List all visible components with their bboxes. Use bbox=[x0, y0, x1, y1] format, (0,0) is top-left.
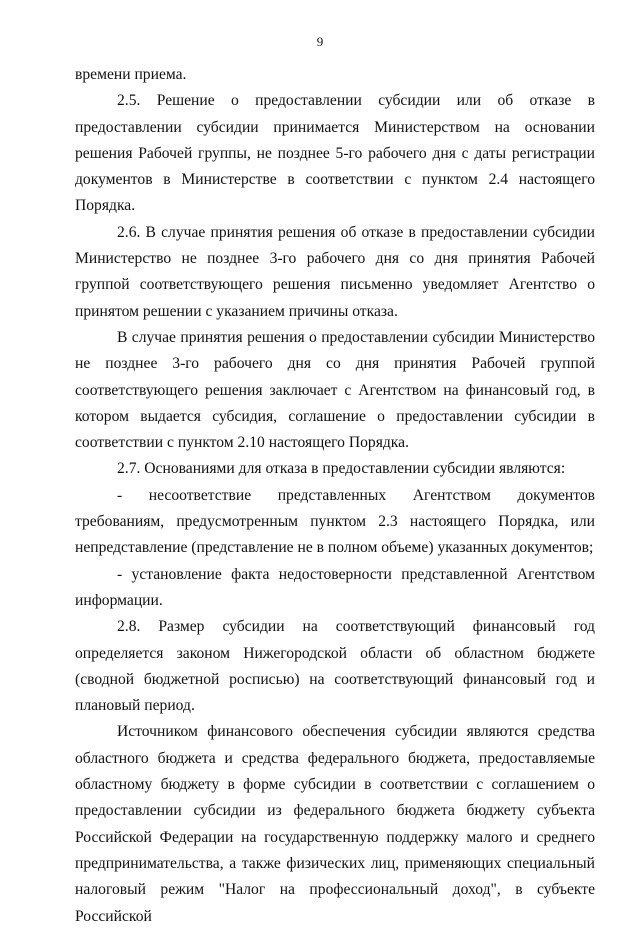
paragraph-2-6-decision: В случае принятия решения о предоставлении субсидии Министерство не позднее 3-го рабочего дня со дня принятия Рабочей группой соответствующего решения заключает с Агентством на финансовый год, в котором выдается субсидия, соглашение о предоставлении субсидии в соответствии с пунктом 2.10 настоящего Порядка. bbox=[75, 328, 595, 452]
paragraph-2-8: 2.8. Размер субсидии на соответствующий финансовый год определяется законом Нижегородской области об областном бюджете (сводной бюджетной росписью) на соответствующий финансовый год и плановый период. bbox=[75, 618, 595, 715]
paragraph-funding-source: Источником финансового обеспечения субсидии являются средства областного бюджета и средства федерального бюджета, предоставляемые областному бюджету в форме субсидии в соответствии с соглашением о предоставлении субсидии из федерального бюджета бюджету субъекта Российской Федерации на государственную поддержку малого и среднего предпринимательства, а также физических лиц, применяющих специальный налоговый режим "Налог на профессиональный доход", в субъекте Российской bbox=[75, 723, 595, 925]
list-item-nonconformity: - несоответствие представленных Агентством документов требованиям, предусмотренным пунктом 2.3 настоящего Порядка, или непредставление (представление не в полном объеме) указанных документов; bbox=[75, 486, 595, 557]
paragraph-2-6: 2.6. В случае принятия решения об отказе в предоставлении субсидии Министерство не позднее 3-го рабочего дня со дня принятия Рабочей группой соответствующего решения письменно уведомляет Агентство о принятом решении с указанием причины отказа. bbox=[75, 223, 595, 320]
paragraph-2-7: 2.7. Основаниями для отказа в предоставлении субсидии являются: bbox=[117, 460, 566, 478]
paragraph-2-5: 2.5. Решение о предоставлении субсидии или об отказе в предоставлении субсидии принимается Министерством на основании решения Рабочей группы, не позднее 5-го рабочего дня с даты регистрации документов в Министерстве в соответствии с пунктом 2.4 настоящего Порядка. bbox=[75, 92, 595, 215]
document-body bbox=[75, 62, 595, 930]
page-number: 9 bbox=[316, 34, 324, 49]
paragraph-continuation: времени приема. bbox=[75, 66, 187, 83]
list-item-unreliability: - установление факта недостоверности представленной Агентством информации. bbox=[75, 565, 595, 609]
